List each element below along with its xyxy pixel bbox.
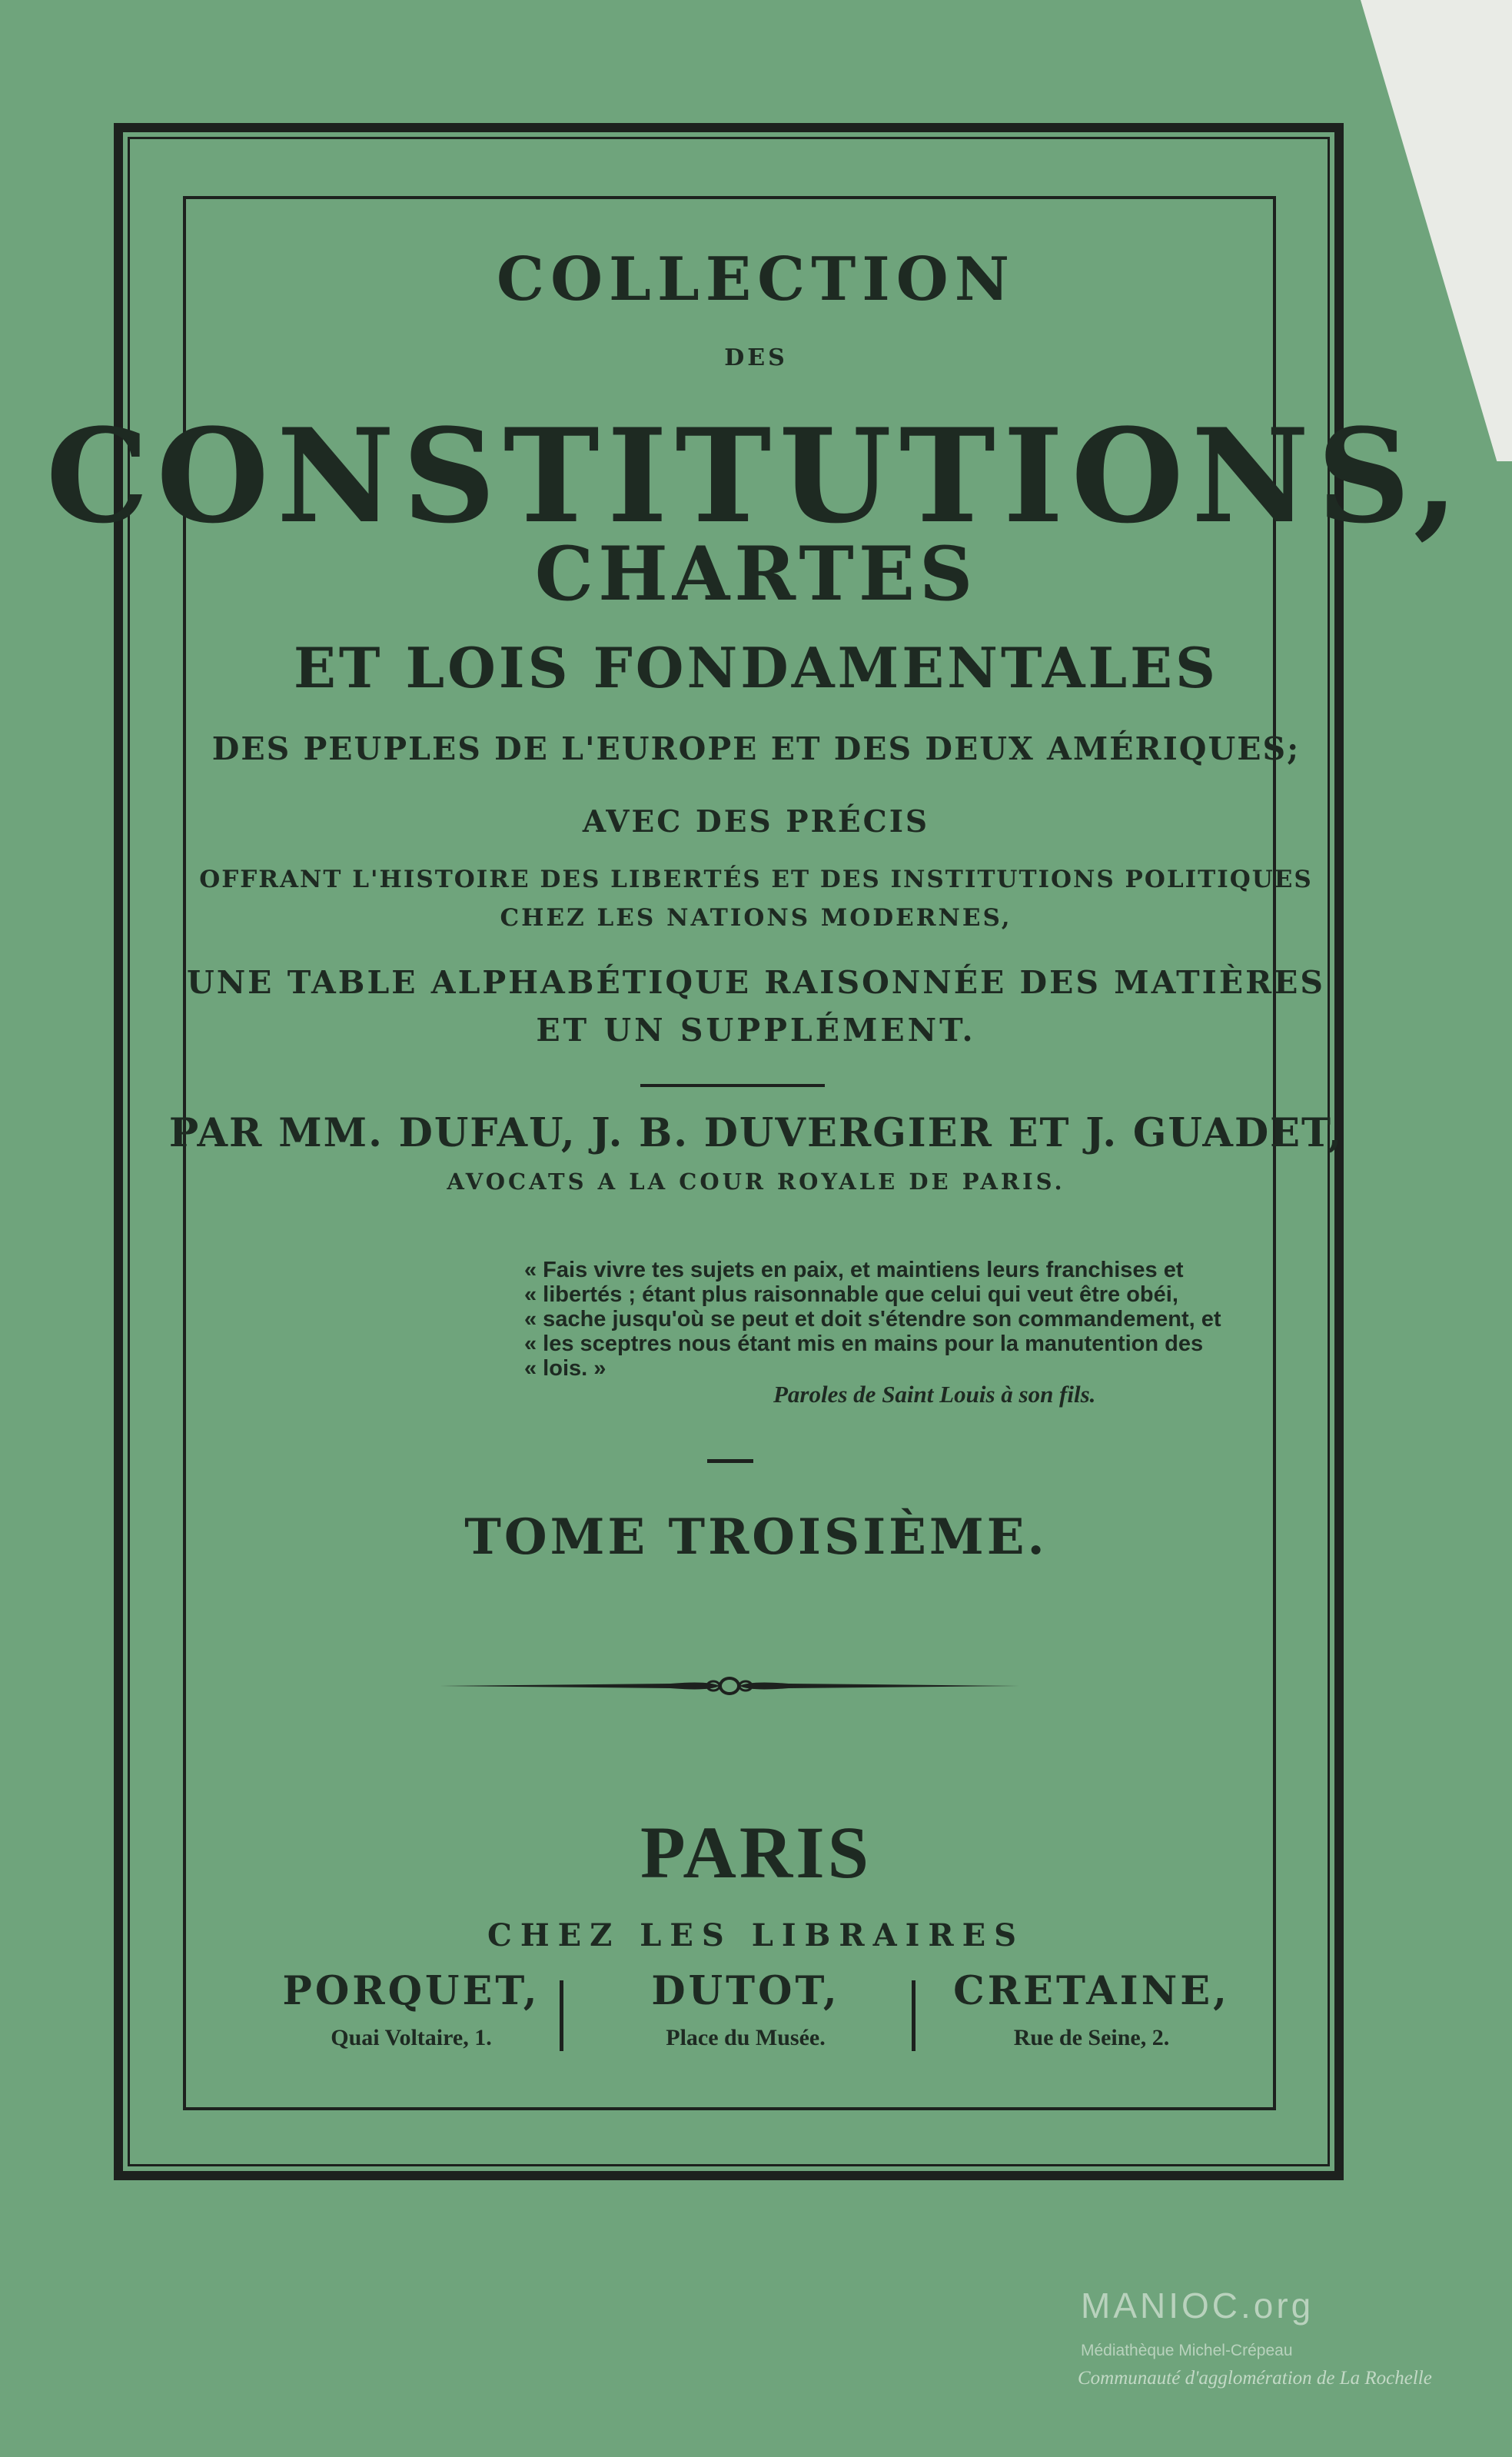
publisher-name: DUTOT, [651,1968,840,2014]
quote-line: « Fais vivre tes sujets en paix, et maintiens leurs franchises et [524,1258,1184,1282]
subtitle-chez-nations: CHEZ LES NATIONS MODERNES, [500,904,1012,932]
publisher-name: CRETAINE, [953,1968,1230,2014]
divider-rule [640,1084,825,1087]
publisher-cretaine [930,1968,1253,2051]
publisher-name: PORQUET, [282,1968,540,2014]
publisher-porquet [261,1968,561,2051]
title-lois: ET LOIS FONDAMENTALES [294,635,1218,700]
title-collection: COLLECTION [496,244,1016,314]
quote-line: « sache jusqu'où se peut et doit s'étendre son commandement, et [524,1307,1221,1332]
subtitle-offrant: OFFRANT L'HISTOIRE DES LIBERTÉS ET DES INSTITUTIONS POLITIQUES [199,866,1313,893]
epigraph-quote [524,1258,1254,1381]
imprint-libraires: CHEZ LES LIBRAIRES [487,1917,1025,1953]
watermark-library: Médiathèque Michel-Crépeau [1081,2342,1293,2359]
volume-label: TOME TROISIÈME. [464,1508,1048,1566]
quote-line: « lois. » [524,1356,606,1381]
imprint-city: PARIS [640,1811,872,1893]
subtitle-supplement: ET UN SUPPLÉMENT. [536,1012,976,1049]
subtitle-table: UNE TABLE ALPHABÉTIQUE RAISONNÉE DES MATIÈRES [186,964,1326,1001]
quote-line: « les sceptres nous étant mis en mains pour la manutention des [524,1332,1204,1356]
authors-line: PAR MM. DUFAU, J. B. DUVERGIER ET J. GUADET, [168,1110,1344,1156]
subtitle-peuples: DES PEUPLES DE L'EUROPE ET DES DEUX AMÉRIQUES; [211,730,1301,767]
quote-line: « libertés ; étant plus raisonnable que celui qui veut être obéi, [524,1282,1178,1307]
title-chartes: CHARTES [534,530,978,617]
publisher-separator [912,1980,916,2051]
epigraph-source: Paroles de Saint Louis à son fils. [773,1381,1096,1408]
publisher-address: Place du Musée. [666,2025,826,2050]
publisher-dutot [592,1968,899,2051]
short-dash-rule [707,1459,753,1463]
publisher-separator [560,1980,563,2051]
watermark-title: MANIOC.org [1081,2286,1314,2326]
authors-affiliation: AVOCATS A LA COUR ROYALE DE PARIS. [447,1169,1065,1195]
title-des: DES [724,344,788,371]
title-constitutions: CONSTITUTIONS, [45,400,1467,552]
publisher-address: Rue de Seine, 2. [1013,2025,1170,2050]
subtitle-avec: AVEC DES PRÉCIS [582,804,930,840]
publisher-address: Quai Voltaire, 1. [331,2025,492,2050]
ornament-rule-icon [440,1673,1019,1699]
watermark-community: Communauté d'agglomération de La Rochelle [1078,2368,1432,2389]
